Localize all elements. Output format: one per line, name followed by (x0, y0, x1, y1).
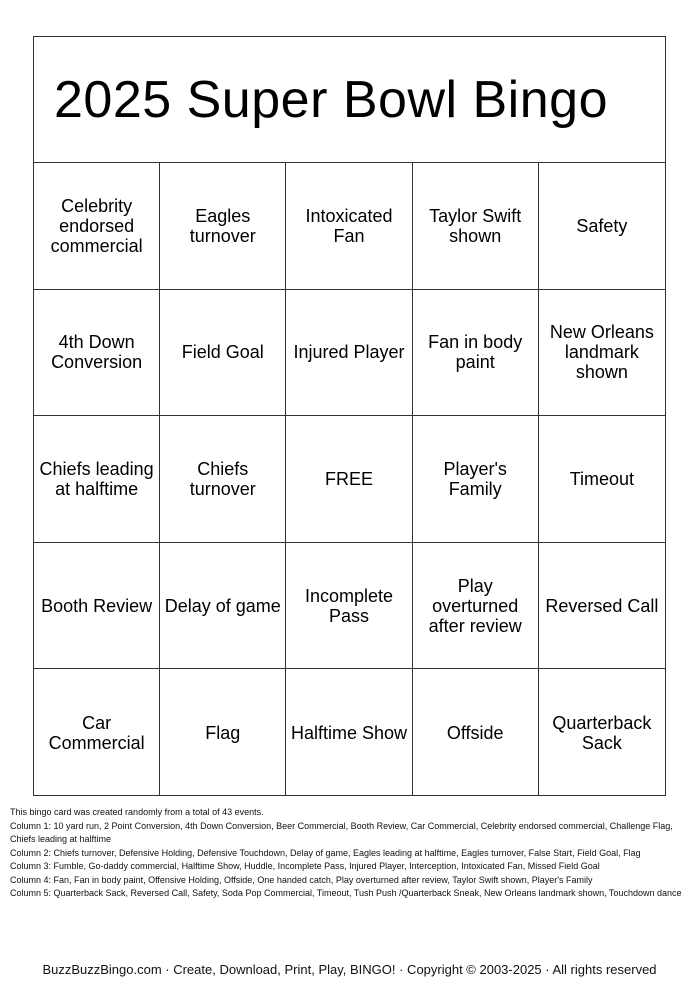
event-list-intro: This bingo card was created randomly from a total of 43 events. (10, 807, 264, 817)
bingo-cell: Celebrity endorsed commercial (34, 163, 160, 290)
bingo-cell: Taylor Swift shown (413, 163, 539, 290)
bingo-cell: Car Commercial (34, 669, 160, 796)
event-list-column: Column 1: 10 yard run, 2 Point Conversion, 4th Down Conversion, Beer Commercial, Booth Review, Car Commercial, Celebrity endorsed commercial, Challenge Flag, Chiefs leading at halftime (10, 820, 673, 844)
bingo-cell: Chiefs turnover (160, 416, 286, 543)
bingo-cell: Timeout (539, 416, 665, 543)
bingo-card (33, 36, 666, 796)
bingo-cell: Chiefs leading at halftime (34, 416, 160, 543)
bingo-cell: Player's Family (413, 416, 539, 543)
bingo-cell: Injured Player (286, 290, 412, 417)
bingo-cell: 4th Down Conversion (34, 290, 160, 417)
bingo-cell: Reversed Call (539, 543, 665, 670)
bingo-cell: Quarterback Sack (552, 712, 652, 753)
bingo-cell: Field Goal (160, 290, 286, 417)
bingo-cell: Booth Review (34, 543, 160, 670)
bingo-cell: Halftime Show (286, 669, 412, 796)
bingo-grid (34, 163, 665, 796)
card-title: 2025 Super Bowl Bingo (34, 37, 665, 163)
bingo-cell: Incomplete Pass (286, 543, 412, 670)
event-list-column: Column 5: Quarterback Sack, Reversed Call, Safety, Soda Pop Commercial, Timeout, Tush Push /Quarterback Sneak, New Orleans landmark shown, Touchdown dance (10, 888, 682, 898)
bingo-cell: Intoxicated Fan (286, 163, 412, 290)
bingo-cell: Eagles turnover (160, 163, 286, 290)
bingo-cell: New Orleans landmark shown (539, 290, 665, 417)
copyright-footer: BuzzBuzzBingo.com · Create, Download, Print, Play, BINGO! · Copyright © 2003-2025 · All rights reserved (42, 962, 657, 977)
bingo-cell: Offside (413, 669, 539, 796)
event-list-column: Column 4: Fan, Fan in body paint, Offensive Holding, Offside, One handed catch, Play overturned after review, Taylor Swift shown, Player's Family (10, 874, 593, 885)
event-list-column: Column 3: Fumble, Go-daddy commercial, Halftime Show, Huddle, Incomplete Pass, Injured Player, Interception, Intoxicated Fan, Missed Field Goal (10, 861, 600, 871)
bingo-cell-free: FREE (286, 416, 412, 543)
event-list (10, 806, 690, 901)
bingo-cell: Fan in body paint (413, 290, 539, 417)
event-list-column: Column 2: Chiefs turnover, Defensive Holding, Defensive Touchdown, Delay of game, Eagles leading at halftime, Eagles turnover, False Start, Field Goal, Flag (10, 847, 641, 858)
bingo-cell: Delay of game (160, 543, 286, 670)
bingo-cell: Safety (539, 163, 665, 290)
bingo-cell: Flag (160, 669, 286, 796)
bingo-cell: Play overturned after review (413, 543, 539, 670)
